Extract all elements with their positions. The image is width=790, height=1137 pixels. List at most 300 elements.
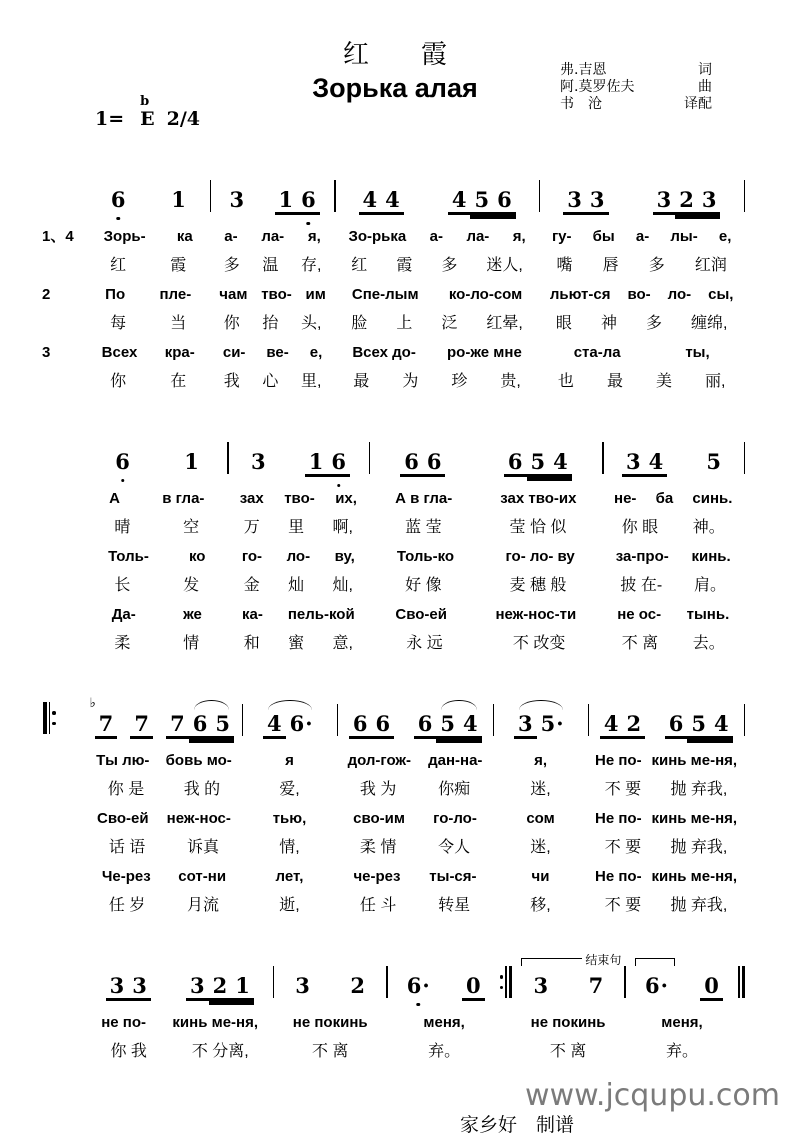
note-digit: 6 <box>404 449 419 474</box>
lyric-syllable: пле- <box>159 286 192 303</box>
lyric-syllable: 你痴 <box>438 781 471 798</box>
note-digit: 3 <box>533 973 549 998</box>
note-digit: 6 <box>507 449 523 474</box>
barline <box>242 704 244 736</box>
lyric-measure <box>88 1037 271 1066</box>
lyric-syllable: Да- <box>111 606 136 623</box>
measure <box>371 449 601 474</box>
lyric-syllable: 我 <box>223 373 240 390</box>
note-digit: 3 <box>109 973 125 998</box>
lyric-syllable: 情 <box>183 635 200 652</box>
lyric-syllable: не ос- <box>617 606 662 623</box>
note-digit: 3 <box>251 449 266 474</box>
note <box>600 711 623 736</box>
lyric-syllable: А <box>109 490 120 507</box>
note-digit: 4 <box>385 187 400 212</box>
lyric-measure <box>590 746 742 775</box>
note <box>493 187 516 212</box>
lyric-measure <box>88 222 208 251</box>
barline-stroke <box>588 704 590 736</box>
barline-stroke <box>334 180 336 212</box>
lyric-syllable: неж-нос-ти <box>495 606 577 623</box>
lyric-syllable: лы- <box>670 228 698 245</box>
beam-group <box>600 711 645 736</box>
note-digit: 6 <box>406 973 422 998</box>
lyric-measure <box>337 367 538 396</box>
beam-group <box>448 187 516 212</box>
composer-name: 阿.莫罗佐夫 <box>560 79 635 95</box>
note-digit: 5 <box>691 711 707 736</box>
lyric-syllable: ве- <box>266 344 289 361</box>
lyric-syllable: ла- <box>466 228 490 245</box>
lyric-syllable: 迷, <box>530 781 551 798</box>
lyric-syllable: же <box>183 606 202 623</box>
lyric-syllable: 红晕, <box>486 315 523 332</box>
lyric-syllable: 诉真 <box>187 839 220 856</box>
lyric-measure <box>244 746 335 775</box>
key-prefix: 1= <box>95 108 125 130</box>
lyricist-name: 弗.吉恩 <box>560 62 607 78</box>
credits-block <box>560 62 712 113</box>
ending-bracket <box>635 958 675 966</box>
lyric-syllable: кинь ме-ня, <box>651 752 738 769</box>
beam-group <box>186 973 254 998</box>
note <box>459 711 482 736</box>
lyric-measure <box>513 1008 623 1037</box>
beam-group <box>209 973 254 998</box>
lyric-syllable: тью, <box>272 810 307 827</box>
barline-stroke <box>744 442 746 474</box>
lyric-syllable: 你 <box>110 373 127 390</box>
lyric-measure <box>337 309 538 338</box>
barline <box>227 442 229 474</box>
lyric-syllable: 多 <box>645 315 662 332</box>
lyric-syllable: ло- <box>286 548 311 565</box>
lyric-measure <box>244 862 335 891</box>
lyric-measure <box>604 542 742 571</box>
lyric-measure <box>88 309 208 338</box>
lyrics-chinese-row <box>42 367 746 396</box>
note-digit: 4 <box>603 711 619 736</box>
lyric-syllable: 存, <box>300 257 322 274</box>
engraver-credit: 家乡好 制谱 <box>460 1114 575 1136</box>
time-signature: 2/4 <box>166 108 201 130</box>
beam-group <box>665 711 733 736</box>
lyric-measure <box>88 600 226 629</box>
note <box>225 187 248 212</box>
lyric-syllable: 为 <box>402 373 419 390</box>
note-digit: 1 <box>171 187 186 212</box>
lyric-syllable: не- <box>614 490 637 507</box>
note <box>400 449 423 474</box>
key-letter <box>140 94 155 130</box>
barline-stroke <box>744 704 746 736</box>
note <box>586 187 609 212</box>
lyric-measure <box>230 484 368 513</box>
lyric-syllable: пель-кой <box>287 606 355 623</box>
lyric-syllable: не покинь <box>530 1014 606 1031</box>
lyric-measure <box>339 804 491 833</box>
note <box>641 973 672 998</box>
note-digit: 6 <box>331 449 346 474</box>
lyric-measure <box>590 775 742 804</box>
lyric-syllable: Всех <box>101 344 138 361</box>
lyric-syllable: 最 <box>353 373 370 390</box>
translator-role: 译配 <box>684 96 712 112</box>
note <box>414 711 437 736</box>
lyric-syllable: 不 分离, <box>191 1043 249 1060</box>
note <box>189 711 212 736</box>
lyric-syllable: 移, <box>530 897 551 914</box>
note-digit: 4 <box>463 711 478 736</box>
note-digit: 3 <box>626 449 641 474</box>
note <box>530 973 553 998</box>
lyric-syllable: 美 <box>655 373 672 390</box>
beam-group <box>106 973 151 998</box>
beam-group <box>563 187 608 212</box>
note-digit: 2 <box>212 973 228 998</box>
lyric-syllable: 肩。 <box>694 577 727 594</box>
note-digit: 6 <box>352 711 368 736</box>
lyric-measure <box>88 484 226 513</box>
lyric-syllable: 抬 <box>262 315 279 332</box>
barline-stroke <box>369 442 371 474</box>
measure <box>627 973 737 998</box>
lyric-measure <box>371 542 600 571</box>
lyric-measure <box>339 891 491 920</box>
lyric-syllable: 灿, <box>332 577 353 594</box>
barline-stroke <box>505 966 507 998</box>
beam-group <box>414 711 482 736</box>
lyrics-russian-row <box>42 600 746 629</box>
lyric-measure <box>88 338 208 367</box>
note <box>263 711 286 736</box>
measure <box>88 449 226 474</box>
note-digit: 6 <box>497 187 512 212</box>
lyric-syllable: тво- <box>284 490 315 507</box>
measure <box>230 449 368 474</box>
barline-stroke-thick <box>742 966 746 998</box>
repeat-dot <box>52 711 56 715</box>
low-octave-dot <box>121 479 125 483</box>
music-system <box>42 418 746 658</box>
lyric-syllable: Че-рез <box>101 868 151 885</box>
note-digit: 7 <box>170 711 185 736</box>
lyric-measure <box>541 309 742 338</box>
lyric-syllable: 情, <box>279 839 300 856</box>
lyrics-chinese-row <box>42 251 746 280</box>
music-system <box>42 156 746 396</box>
measure <box>337 187 538 212</box>
lyric-syllable: во- <box>627 286 651 303</box>
flat-icon: ♭ <box>89 696 96 711</box>
note <box>514 711 537 736</box>
note-digit: 3 <box>190 973 205 998</box>
note <box>349 711 372 736</box>
note <box>645 449 668 474</box>
note <box>585 973 608 998</box>
lyric-syllable: Сво-ей <box>395 606 447 623</box>
lyric-syllable: а- <box>635 228 650 245</box>
lyric-syllable: По <box>105 286 126 303</box>
note <box>186 973 209 998</box>
lyric-syllable: 迷人, <box>486 257 523 274</box>
lyric-syllable: 不 要 <box>604 839 642 856</box>
note <box>371 711 394 736</box>
lyric-measure <box>541 280 742 309</box>
lyric-syllable: 灿 <box>288 577 305 594</box>
lyric-syllable: 抛 弃我, <box>670 839 728 856</box>
note-digit: 5 <box>530 449 546 474</box>
lyric-measure <box>495 891 586 920</box>
lyric-syllable: тынь. <box>686 606 730 623</box>
lyric-syllable: 心 <box>262 373 279 390</box>
lyric-syllable: тво- <box>261 286 292 303</box>
lyric-measure <box>275 1037 385 1066</box>
lyric-syllable: я, <box>534 752 547 769</box>
lyric-syllable: ко <box>189 548 206 565</box>
lyric-syllable: 任 斗 <box>359 897 397 914</box>
lyric-measure <box>88 542 226 571</box>
lyric-measure <box>371 484 600 513</box>
lyric-syllable: че-рез <box>353 868 401 885</box>
lyrics-russian-row <box>42 222 746 251</box>
lyric-measure <box>230 629 368 658</box>
note-digit: 1 <box>184 449 199 474</box>
lyrics-chinese-row <box>42 309 746 338</box>
credit-lyricist <box>560 62 712 79</box>
lyric-measure <box>88 280 208 309</box>
music-systems <box>42 156 746 1066</box>
lyric-measure <box>604 571 742 600</box>
note <box>423 449 446 474</box>
lyric-syllable: Зо-рька <box>348 228 407 245</box>
barline <box>588 704 590 736</box>
note-digit: 4 <box>451 187 467 212</box>
lyric-measure <box>88 629 226 658</box>
beam-group <box>687 711 732 736</box>
lyric-measure <box>212 367 332 396</box>
lyric-syllable: сом <box>526 810 555 827</box>
note-digit: 4 <box>648 449 664 474</box>
lyric-measure <box>590 862 742 891</box>
note-digit: 5 <box>215 711 230 736</box>
lyric-syllable: 好 像 <box>405 577 442 594</box>
lyric-syllable: Толь-ко <box>396 548 455 565</box>
lyric-syllable: 多 <box>648 257 665 274</box>
note-digit: 6 <box>426 449 442 474</box>
lyric-measure <box>88 891 240 920</box>
note-digit: 1 <box>235 973 250 998</box>
page-title-chinese: 红 霞 <box>342 40 447 70</box>
lyric-measure <box>212 222 332 251</box>
lyric-measure <box>590 891 742 920</box>
lyric-syllable: 月流 <box>187 897 220 914</box>
lyric-syllable: чи <box>531 868 550 885</box>
header <box>0 0 790 130</box>
beam-group <box>166 711 234 736</box>
lyric-syllable: 脸 <box>351 315 368 332</box>
final-barline <box>738 966 745 998</box>
lyric-syllable: кинь. <box>691 548 731 565</box>
repeat-dot <box>52 722 56 726</box>
note-digit: 5 <box>706 449 721 474</box>
lyric-syllable: 迷, <box>530 839 551 856</box>
lyric-measure <box>212 251 332 280</box>
note-digit: 6 <box>110 187 126 212</box>
barline-stroke <box>273 966 275 998</box>
lyric-measure <box>275 1008 385 1037</box>
lyric-measure <box>371 629 600 658</box>
lyric-measure <box>541 222 742 251</box>
lyric-syllable: лет, <box>275 868 304 885</box>
note <box>231 973 254 998</box>
lyric-syllable: я <box>285 752 294 769</box>
lyrics-russian-row <box>42 804 746 833</box>
lyric-syllable: Сво-ей <box>97 810 149 827</box>
note-digit: 4 <box>553 449 568 474</box>
note <box>291 973 314 998</box>
notes-row <box>42 156 746 212</box>
lyric-measure <box>604 600 742 629</box>
measure <box>605 449 743 474</box>
note <box>527 449 550 474</box>
notes-row <box>42 942 746 998</box>
note-digit: 6 <box>301 187 316 212</box>
lyric-measure <box>88 804 240 833</box>
note-digit: 3 <box>132 973 147 998</box>
lyric-measure <box>389 1037 499 1066</box>
note-digit: 5 <box>540 711 556 736</box>
note-digit: 2 <box>626 711 642 736</box>
barline-stroke-thick <box>43 702 47 734</box>
note-digit: 2 <box>350 973 365 998</box>
system-gutter <box>42 210 88 212</box>
lyric-measure <box>389 1008 499 1037</box>
lyric-syllable: в гла- <box>162 490 205 507</box>
note <box>247 449 270 474</box>
beam-group <box>527 449 572 474</box>
lyric-syllable: 多 <box>441 257 458 274</box>
note <box>462 973 485 998</box>
lyric-syllable: 抛 弃我, <box>670 781 728 798</box>
note <box>327 449 350 474</box>
lyric-syllable: зах тво-их <box>500 490 577 507</box>
lyric-measure <box>88 775 240 804</box>
barline-stroke-thick <box>509 966 513 998</box>
barline <box>624 966 626 998</box>
lyric-syllable: 眼 <box>555 315 572 332</box>
note <box>128 973 151 998</box>
note-digit: 7 <box>588 973 604 998</box>
measure <box>389 973 499 998</box>
lyric-measure <box>88 251 208 280</box>
note <box>107 187 130 212</box>
lyric-syllable: 不 离 <box>621 635 659 652</box>
lyric-syllable: 不 要 <box>604 781 642 798</box>
lyric-syllable: 和 <box>243 635 260 652</box>
lyrics-russian-row <box>42 542 746 571</box>
slur-group <box>514 711 568 736</box>
beam-group <box>305 449 350 474</box>
lyric-syllable: 最 <box>606 373 623 390</box>
lyric-syllable: 柔 情 <box>359 839 397 856</box>
watermark-url: www.jcqupu.com <box>525 1078 780 1113</box>
lyric-syllable: ба <box>655 490 674 507</box>
note-digit: 6 <box>668 711 684 736</box>
lyric-syllable: ты, <box>685 344 710 361</box>
translator-name: 书 沧 <box>560 96 602 112</box>
measure <box>275 973 385 998</box>
barline <box>744 180 746 212</box>
low-octave-dot <box>417 1003 421 1007</box>
lyric-syllable: я, <box>512 228 526 245</box>
note <box>622 711 645 736</box>
dot-after: · <box>556 711 564 736</box>
barline-stroke <box>624 966 626 998</box>
system-gutter <box>42 996 88 998</box>
lyric-measure <box>627 1037 737 1066</box>
barline <box>602 442 604 474</box>
lyric-measure <box>337 338 538 367</box>
note <box>687 711 710 736</box>
note-digit: 6 <box>192 711 208 736</box>
lyric-measure <box>590 804 742 833</box>
barline <box>386 966 388 998</box>
lyric-syllable: ло- <box>667 286 692 303</box>
lyric-syllable: 意, <box>332 635 353 652</box>
lyric-syllable: 贵, <box>500 373 521 390</box>
lyric-syllable: 披 在- <box>620 577 663 594</box>
lyricist-role: 词 <box>698 62 712 78</box>
lyric-syllable: ка <box>176 228 193 245</box>
lyric-syllable: ко-ло-сом <box>448 286 523 303</box>
lyric-syllable: 丽, <box>705 373 726 390</box>
note-digit: 3 <box>517 711 533 736</box>
lyric-measure <box>88 1008 271 1037</box>
lyrics-chinese-row <box>42 1037 746 1066</box>
note <box>305 449 328 474</box>
lyric-syllable: 抛 弃我, <box>670 897 728 914</box>
lyric-syllable: Спе-лым <box>351 286 419 303</box>
system-gutter <box>42 702 88 736</box>
lyric-syllable: 你 我 <box>110 1043 147 1060</box>
lyric-measure <box>339 775 491 804</box>
lyric-measure <box>88 571 226 600</box>
lyric-syllable: неж-нос- <box>166 810 231 827</box>
barline <box>744 704 746 736</box>
lyrics-chinese-row <box>42 775 746 804</box>
lyric-measure <box>604 513 742 542</box>
verse-label: 2 <box>42 286 51 303</box>
lyric-syllable: кра- <box>164 344 195 361</box>
lyric-syllable: 长 <box>114 577 131 594</box>
lyric-syllable: гу- <box>551 228 572 245</box>
note <box>209 973 232 998</box>
lyric-syllable: 唇 <box>602 257 619 274</box>
lyric-measure <box>495 746 586 775</box>
lyric-measure <box>88 862 240 891</box>
lyric-syllable: 柔 <box>114 635 131 652</box>
lyric-syllable: бы <box>592 228 615 245</box>
repeat-begin-barline <box>43 702 56 734</box>
lyric-measure <box>627 1008 737 1037</box>
lyric-syllable: дол-гож- <box>347 752 412 769</box>
lyric-syllable: не по- <box>101 1014 146 1031</box>
lyric-syllable: 转星 <box>438 897 471 914</box>
lyric-syllable: 霞 <box>396 257 413 274</box>
lyric-syllable: чам <box>219 286 248 303</box>
